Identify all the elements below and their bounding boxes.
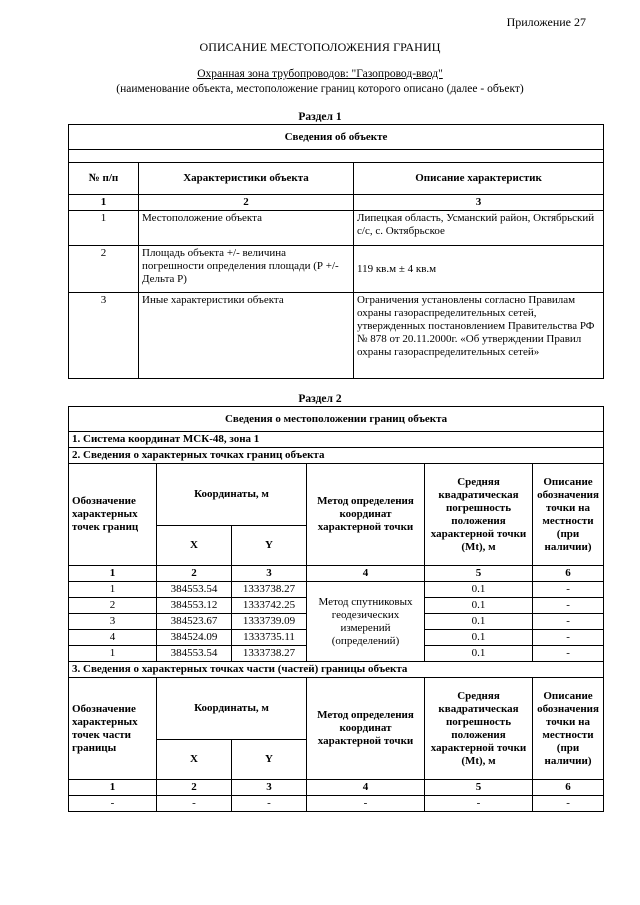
col-error-header: Средняя квадратическая погрешность положения характерной точки (Mt), м (425, 678, 533, 780)
object-name (0, 68, 640, 80)
point-label: 1 (69, 582, 157, 598)
point-x: 384523.67 (157, 614, 232, 630)
col-label-part-header: Обозначение характерных точек части границы (69, 678, 157, 780)
table-row (69, 293, 604, 379)
part-cell: - (533, 796, 604, 812)
table-row (69, 662, 604, 678)
table-row (69, 163, 604, 195)
index-cell: 6 (533, 780, 604, 796)
col-label-header: Обозначение характерных точек границ (69, 464, 157, 566)
index-cell: 5 (425, 566, 533, 582)
row-desc: 119 кв.м ± 4 кв.м (354, 246, 604, 293)
index-cell: 4 (307, 780, 425, 796)
col-desc-header: Описание характеристик (354, 163, 604, 195)
col-error-header: Средняя квадратическая погрешность положения характерной точки (Mt), м (425, 464, 533, 566)
table-row (69, 150, 604, 163)
col-y-header: Y (232, 740, 307, 780)
point-error: 0.1 (425, 582, 533, 598)
point-label: 1 (69, 646, 157, 662)
object-note: (наименование объекта, местоположение границ которого описано (далее - объект) (116, 83, 524, 95)
index-cell: 5 (425, 780, 533, 796)
col-num-header: № п/п (69, 163, 139, 195)
point-x: 384553.12 (157, 598, 232, 614)
table-row (69, 678, 604, 740)
object-info-table (68, 124, 604, 379)
section2-title: Раздел 2 (298, 393, 342, 405)
row-desc: Липецкая область, Усманский район, Октябрьский с/с, с. Октябрьское (354, 211, 604, 246)
index-cell: 4 (307, 566, 425, 582)
appendix-label: Приложение 27 (506, 15, 586, 29)
index-cell: 3 (354, 195, 604, 211)
col-desc-header: Описание обозначения точки на местности (при наличии) (533, 464, 604, 566)
table-row (69, 125, 604, 150)
table-row (69, 796, 604, 812)
point-desc: - (533, 582, 604, 598)
boundary-table (68, 406, 604, 812)
point-desc: - (533, 614, 604, 630)
point-error: 0.1 (425, 614, 533, 630)
index-cell: 1 (69, 566, 157, 582)
col-coords-header: Координаты, м (157, 678, 307, 740)
parts-section-title: 3. Сведения о характерных точках части (частей) границы объекта (69, 662, 604, 678)
table-row (69, 464, 604, 526)
row-desc: Ограничения установлены согласно Правилам охраны газораспределительных сетей, утвержденных постановлением Правительства РФ № 878 от 20.11.2000г. «Об утверждении Правил охраны газораспределительных сетей» (354, 293, 604, 379)
point-label: 3 (69, 614, 157, 630)
col-method-header: Метод определения координат характерной точки (307, 464, 425, 566)
table-row (69, 432, 604, 448)
point-y: 1333738.27 (232, 582, 307, 598)
point-label: 2 (69, 598, 157, 614)
point-desc: - (533, 646, 604, 662)
index-cell: 6 (533, 566, 604, 582)
col-coords-header: Координаты, м (157, 464, 307, 526)
row-char: Местоположение объекта (139, 211, 354, 246)
index-cell: 1 (69, 195, 139, 211)
index-cell: 2 (157, 566, 232, 582)
part-cell: - (69, 796, 157, 812)
point-y: 1333739.09 (232, 614, 307, 630)
part-cell: - (232, 796, 307, 812)
point-error: 0.1 (425, 646, 533, 662)
index-cell: 2 (139, 195, 354, 211)
object-info-title: Сведения об объекте (69, 125, 604, 150)
point-error: 0.1 (425, 598, 533, 614)
row-num: 3 (69, 293, 139, 379)
part-cell: - (425, 796, 533, 812)
table-row (69, 211, 604, 246)
index-cell: 1 (69, 780, 157, 796)
index-cell: 3 (232, 566, 307, 582)
empty-row (69, 150, 604, 163)
row-char: Иные характеристики объекта (139, 293, 354, 379)
point-y: 1333735.11 (232, 630, 307, 646)
boundary-title: Сведения о местоположении границ объекта (69, 407, 604, 432)
table-row (69, 246, 604, 293)
point-label: 4 (69, 630, 157, 646)
coordinate-system: 1. Система координат МСК-48, зона 1 (69, 432, 604, 448)
method-cell: Метод спутниковых геодезических измерений (определений) (307, 582, 425, 662)
point-desc: - (533, 630, 604, 646)
section1-title: Раздел 1 (298, 111, 342, 123)
part-cell: - (157, 796, 232, 812)
point-x: 384524.09 (157, 630, 232, 646)
table-row (69, 407, 604, 432)
col-method-header: Метод определения координат характерной точки (307, 678, 425, 780)
col-x-header: X (157, 526, 232, 566)
table-row (69, 448, 604, 464)
col-char-header: Характеристики объекта (139, 163, 354, 195)
col-y-header: Y (232, 526, 307, 566)
point-y: 1333738.27 (232, 646, 307, 662)
index-cell: 2 (157, 780, 232, 796)
point-x: 384553.54 (157, 582, 232, 598)
part-cell: - (307, 796, 425, 812)
points-section-title: 2. Сведения о характерных точках границ объекта (69, 448, 604, 464)
col-x-header: X (157, 740, 232, 780)
document-title: ОПИСАНИЕ МЕСТОПОЛОЖЕНИЯ ГРАНИЦ (199, 40, 441, 54)
col-desc-header: Описание обозначения точки на местности (при наличии) (533, 678, 604, 780)
row-char: Площадь объекта +/- величина погрешности определения площади (Р +/- Дельта Р) (139, 246, 354, 293)
point-x: 384553.54 (157, 646, 232, 662)
point-error: 0.1 (425, 630, 533, 646)
table-row (69, 582, 604, 598)
object-name-text: Охранная зона трубопроводов: "Газопровод-ввод" (197, 68, 443, 80)
table-row (69, 195, 604, 211)
point-y: 1333742.25 (232, 598, 307, 614)
row-num: 1 (69, 211, 139, 246)
point-desc: - (533, 598, 604, 614)
index-cell: 3 (232, 780, 307, 796)
table-row (69, 780, 604, 796)
row-num: 2 (69, 246, 139, 293)
table-row (69, 566, 604, 582)
